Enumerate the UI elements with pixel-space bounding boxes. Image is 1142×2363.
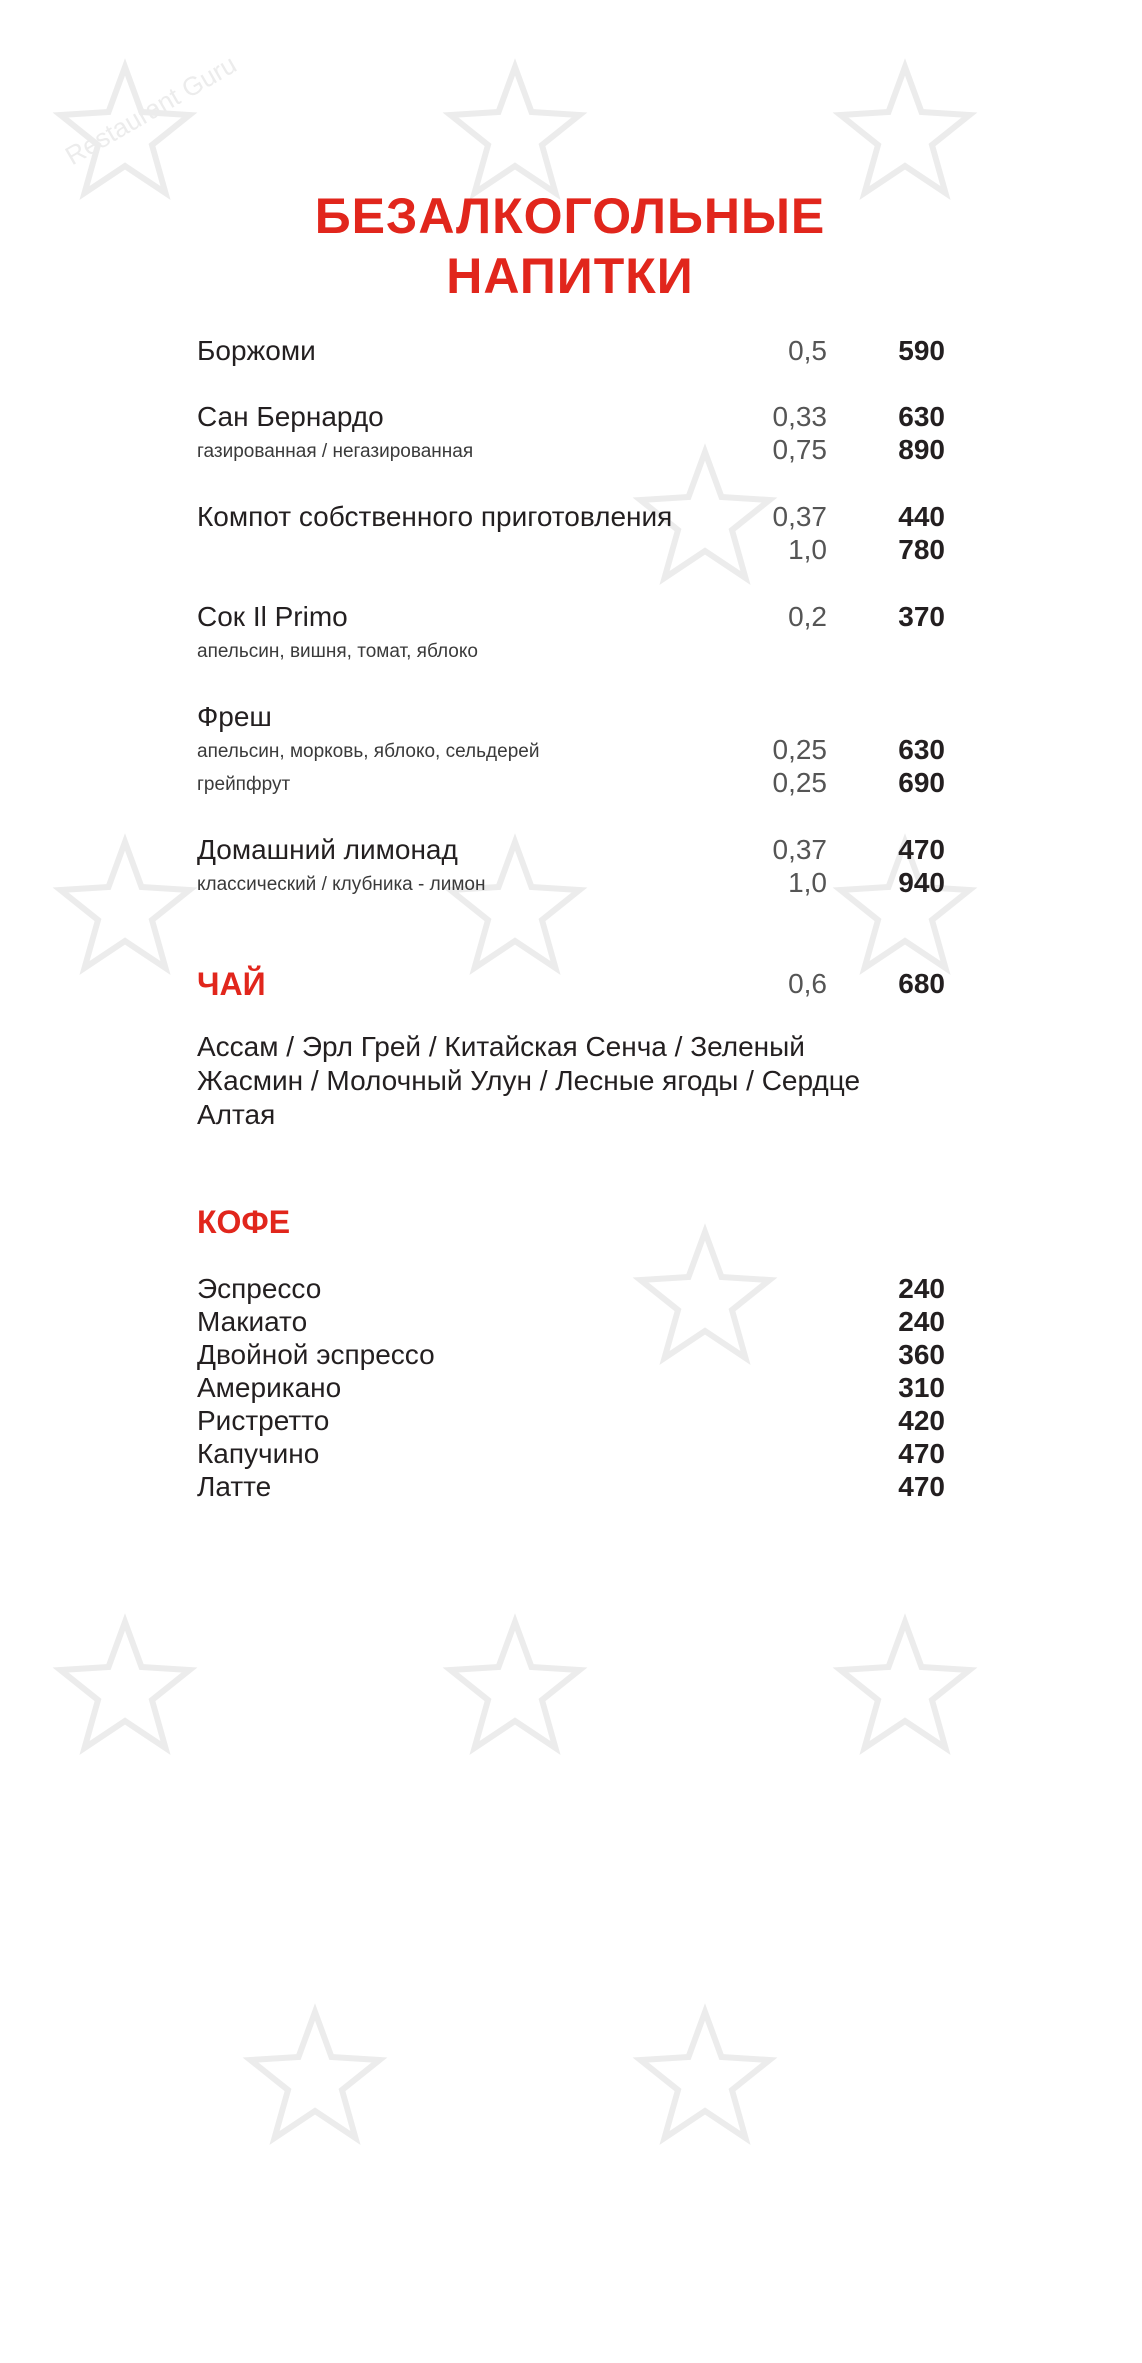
item-name: Двойной эспрессо	[197, 1339, 435, 1370]
item-price: 420	[898, 1405, 945, 1436]
item-price: 370	[898, 601, 945, 632]
coffee-item	[197, 1404, 945, 1438]
item-price: 630	[898, 401, 945, 432]
item-volume: 0,25	[772, 734, 827, 765]
item-description: апельсин, вишня, томат, яблоко	[197, 641, 478, 662]
item-name: Ристретто	[197, 1405, 330, 1436]
item-price: 240	[898, 1306, 945, 1337]
item-price: 940	[898, 867, 945, 898]
item-description: классический / клубника - лимон	[197, 874, 486, 895]
menu-item-fresh	[197, 700, 945, 734]
menu-item-juice	[197, 600, 945, 634]
menu-item-lemonade	[197, 833, 945, 867]
tea-volume: 0,6	[788, 968, 827, 999]
watermark	[440, 1610, 640, 1810]
coffee-item	[197, 1437, 945, 1471]
item-description: газированная / негазированная	[197, 441, 474, 462]
menu-item-lemonade-variant	[197, 866, 945, 900]
item-name: Макиато	[197, 1306, 308, 1337]
page-title	[297, 186, 843, 306]
item-name: Эспрессо	[197, 1273, 322, 1304]
item-price: 470	[898, 834, 945, 865]
item-price: 360	[898, 1339, 945, 1370]
item-name: Сан Бернардо	[197, 401, 384, 432]
item-price: 890	[898, 434, 945, 465]
menu-item-fresh-variant-2	[197, 766, 945, 800]
tea-price: 680	[898, 968, 945, 999]
restaurant-guru-star-icon	[830, 55, 980, 205]
item-volume: 0,37	[772, 501, 827, 532]
item-name: Компот собственного приготовления	[197, 501, 673, 532]
coffee-item	[197, 1338, 945, 1372]
item-price: 470	[898, 1471, 945, 1502]
item-volume: 1,0	[788, 867, 827, 898]
item-volume: 1,0	[788, 534, 827, 565]
item-price: 630	[898, 734, 945, 765]
watermark-text: Restaurant Guru	[60, 48, 242, 171]
item-volume: 0,2	[788, 601, 827, 632]
restaurant-guru-star-icon	[440, 1610, 590, 1760]
item-description: апельсин, морковь, яблоко, сельдерей	[197, 741, 540, 762]
coffee-item	[197, 1272, 945, 1306]
coffee-item	[197, 1470, 945, 1504]
item-name: Боржоми	[197, 335, 316, 366]
menu-item-juice-description	[197, 633, 945, 667]
restaurant-guru-star-icon	[440, 55, 590, 205]
title-line-1: БЕЗАЛКОГОЛЬНЫЕ	[314, 188, 826, 244]
item-name: Капучино	[197, 1438, 320, 1469]
menu-item-san-bernardo	[197, 400, 945, 434]
item-price: 440	[898, 501, 945, 532]
item-description: грейпфрут	[197, 774, 291, 795]
item-price: 310	[898, 1372, 945, 1403]
coffee-item	[197, 1305, 945, 1339]
menu-item-borjomi	[197, 334, 945, 368]
coffee-heading: КОФЕ	[197, 1204, 291, 1240]
item-volume: 0,5	[788, 335, 827, 366]
watermark	[50, 48, 250, 255]
item-volume: 0,75	[772, 434, 827, 465]
watermark	[830, 55, 1030, 255]
coffee-item	[197, 1371, 945, 1405]
menu-item-fresh-variant-1	[197, 733, 945, 767]
item-name: Сок Il Primo	[197, 601, 348, 632]
item-price: 470	[898, 1438, 945, 1469]
restaurant-guru-star-icon	[50, 1610, 200, 1760]
watermark	[830, 1610, 1030, 1810]
restaurant-guru-star-icon	[50, 830, 200, 980]
item-price: 240	[898, 1273, 945, 1304]
item-price: 690	[898, 767, 945, 798]
restaurant-guru-star-icon	[630, 2000, 780, 2150]
tea-heading: ЧАЙ	[197, 966, 266, 1002]
restaurant-guru-star-icon	[50, 55, 200, 205]
item-name: Латте	[197, 1471, 272, 1502]
item-name: Американо	[197, 1372, 342, 1403]
tea-varieties: Ассам / Эрл Грей / Китайская Сенча / Зеленый Жасмин / Молочный Улун / Лесные ягоды / Сердце Алтая	[197, 1031, 861, 1130]
menu-item-compote-variant	[197, 533, 945, 567]
menu-item-san-bernardo-variant	[197, 433, 945, 467]
item-name: Фреш	[197, 701, 272, 732]
watermark	[630, 2000, 830, 2200]
menu-item-compote	[197, 500, 945, 534]
tea-section-header	[197, 967, 945, 1001]
restaurant-guru-star-icon	[240, 2000, 390, 2150]
item-name: Домашний лимонад	[197, 834, 458, 865]
restaurant-guru-star-icon	[830, 1610, 980, 1760]
item-volume: 0,25	[772, 767, 827, 798]
watermark	[50, 1610, 250, 1810]
title-line-2: НАПИТКИ	[446, 248, 694, 304]
item-volume: 0,33	[772, 401, 827, 432]
item-price: 780	[898, 534, 945, 565]
item-price: 590	[898, 335, 945, 366]
item-volume: 0,37	[772, 834, 827, 865]
watermark	[240, 2000, 440, 2200]
